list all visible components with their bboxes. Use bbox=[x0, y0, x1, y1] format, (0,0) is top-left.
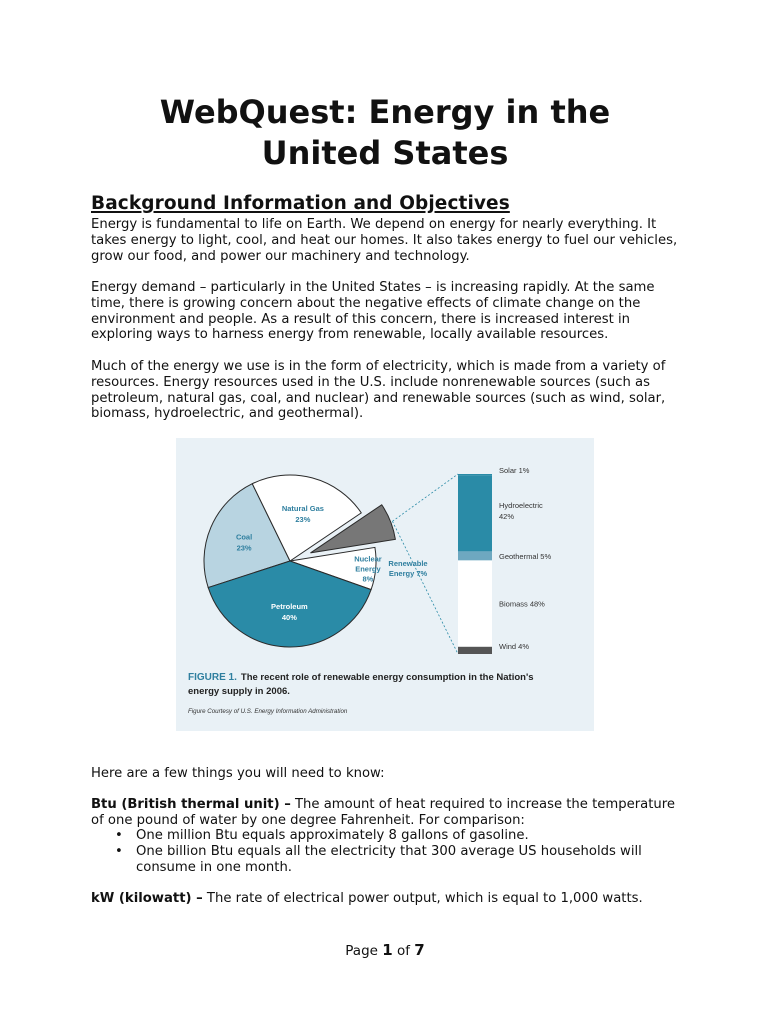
text-line: takes energy to light, cool, and heat our homes. It also takes energy to fuel our vehicles, bbox=[91, 232, 678, 248]
figure-caption-text-line-1: The recent role of renewable energy consumption in the Nation's bbox=[240, 672, 534, 683]
paragraph-energy-fundamental bbox=[91, 217, 691, 264]
bar-label-hydroelectric-value: 42% bbox=[499, 511, 515, 521]
bar-segment-biomass bbox=[458, 560, 492, 646]
text-line: resources. Energy resources used in the U.S. include nonrenewable sources (such as bbox=[91, 374, 650, 390]
bar-segment-geothermal bbox=[458, 551, 492, 560]
page-footer bbox=[0, 941, 770, 959]
title-line-2: United States bbox=[261, 134, 509, 172]
bar-segment-wind bbox=[458, 647, 492, 654]
pie-label-coal-value: 23% bbox=[236, 543, 252, 553]
current-page-number: 1 bbox=[382, 941, 393, 959]
text-line: Energy demand – particularly in the United States – is increasing rapidly. At the same bbox=[91, 280, 655, 295]
btu-comparison-list bbox=[91, 828, 711, 875]
connector-line-bottom bbox=[392, 521, 458, 654]
figure-credit: Figure Courtesy of U.S. Energy Information Administration bbox=[188, 708, 348, 715]
pie-label-petroleum-value: 40% bbox=[281, 612, 297, 622]
pie-label-nuclear-name: Nuclear bbox=[354, 554, 382, 564]
list-item bbox=[91, 844, 711, 876]
energy-chart-svg bbox=[176, 438, 594, 731]
page-word: Page bbox=[345, 943, 378, 959]
of-word: of bbox=[396, 943, 410, 959]
definition-btu bbox=[91, 797, 691, 829]
text-line: Energy is fundamental to life on Earth. We depend on energy for nearly everything. It bbox=[91, 217, 657, 232]
page-title bbox=[0, 92, 770, 174]
bar-label-wind: Wind 4% bbox=[499, 641, 530, 651]
text-line: exploring ways to harness energy from renewable, locally available resources. bbox=[91, 327, 609, 343]
list-item bbox=[91, 828, 711, 844]
pie-label-natural-gas-value: 23% bbox=[295, 514, 311, 524]
definition-text: The amount of heat required to increase the temperature bbox=[290, 797, 675, 812]
title-line-1: WebQuest: Energy in the bbox=[159, 93, 611, 131]
definition-kw-line bbox=[91, 891, 691, 907]
definition-term: Btu (British thermal unit) – bbox=[91, 797, 291, 812]
definition-btu-line-2: of one pound of water by one degree Fahrenheit. For comparison: bbox=[91, 812, 525, 828]
text-line: consume in one month. bbox=[136, 859, 292, 875]
bar-label-hydroelectric-name: Hydroelectric bbox=[499, 500, 543, 510]
section-heading: Background Information and Objectives bbox=[91, 193, 510, 214]
pie-label-nuclear-value-2: 8% bbox=[362, 574, 374, 584]
figure-caption-label: FIGURE 1. bbox=[188, 672, 237, 683]
connector-line-top bbox=[392, 474, 458, 521]
paragraph-energy-demand bbox=[91, 280, 691, 343]
bar-segment-solar bbox=[458, 474, 492, 476]
paragraph-intro: Here are a few things you will need to know: bbox=[91, 766, 385, 781]
text-line: • One million Btu equals approximately 8 gallons of gasoline. bbox=[136, 828, 529, 843]
text-line: grow our food, and power our machinery and technology. bbox=[91, 248, 470, 264]
definition-kw bbox=[91, 891, 691, 907]
definition-btu-line-1 bbox=[91, 797, 691, 813]
definition-text: The rate of electrical power output, which is equal to 1,000 watts. bbox=[202, 891, 643, 906]
text-line: Much of the energy we use is in the form of electricity, which is made from a variety of bbox=[91, 359, 666, 374]
pie-label-petroleum-name: Petroleum bbox=[271, 601, 308, 611]
text-line: biomass, hydroelectric, and geothermal). bbox=[91, 406, 364, 422]
definition-term: kW (kilowatt) – bbox=[91, 891, 203, 906]
text-line: • One billion Btu equals all the electricity that 300 average US households will bbox=[136, 843, 642, 859]
pie-label-renewable-name: Renewable bbox=[388, 559, 428, 568]
text-line: environment and people. As a result of this concern, there is increased interest in bbox=[91, 311, 631, 327]
text-line: time, there is growing concern about the negative effects of climate change on the bbox=[91, 295, 641, 311]
text-line: petroleum, natural gas, coal, and nuclear) and renewable sources (such as wind, solar, bbox=[91, 390, 666, 406]
total-page-count: 7 bbox=[414, 941, 425, 959]
energy-figure bbox=[176, 438, 594, 731]
pie-label-nuclear-value: Energy bbox=[355, 564, 381, 574]
paragraph-electricity-resources bbox=[91, 359, 691, 422]
pie-label-coal-name: Coal bbox=[235, 532, 253, 542]
figure-caption-text-line-2: energy supply in 2006. bbox=[188, 686, 290, 697]
pie-label-natural-gas-name: Natural Gas bbox=[281, 503, 324, 513]
bar-label-biomass: Biomass 48% bbox=[499, 599, 545, 609]
pie-label-renewable-value: Energy 7% bbox=[388, 569, 428, 578]
bar-label-geothermal: Geothermal 5% bbox=[499, 551, 552, 561]
bar-label-solar: Solar 1% bbox=[499, 466, 530, 475]
bar-segment-hydroelectric bbox=[458, 476, 492, 552]
